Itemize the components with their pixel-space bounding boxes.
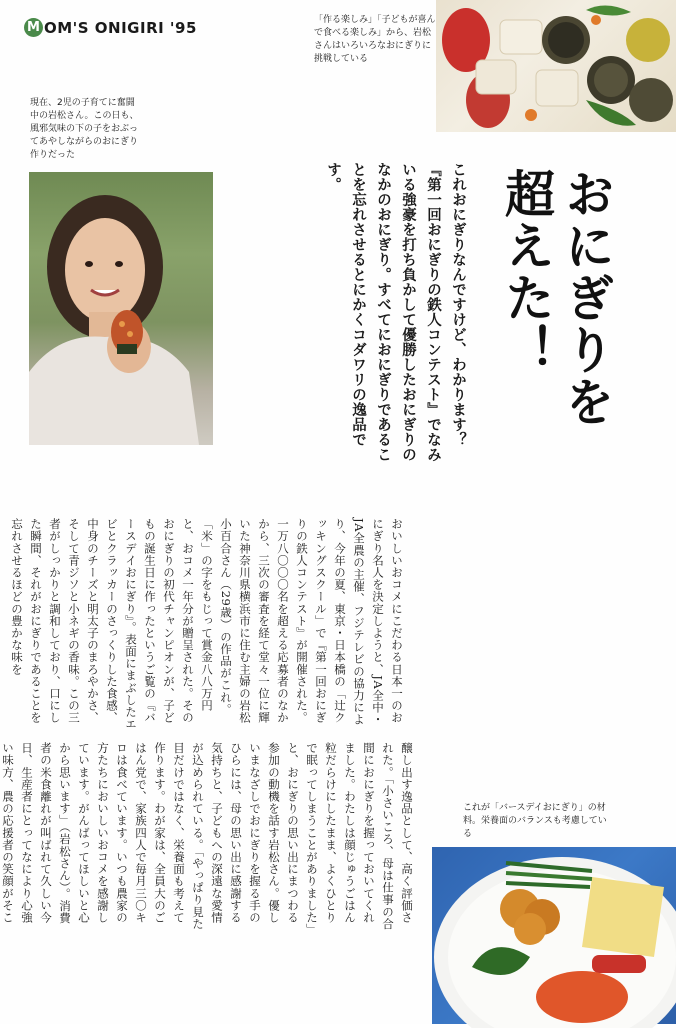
onigiri-platter-photo (436, 0, 676, 132)
ingredients-photo (432, 847, 676, 1024)
body-text-lower (1, 742, 416, 934)
ingredients-plate-illustration (432, 847, 676, 1024)
portrait-photo (29, 172, 213, 445)
onigiri-platter-illustration (436, 0, 676, 132)
woman-with-onigiri-illustration (29, 172, 213, 445)
series-header (24, 18, 197, 37)
body-text-lower-content: 醸し出す逸品として、高く評価された。「小さいころ、母は仕事の合間におにぎりを握っておいてくれました。わたしは顔じゅうごはん粒だらけにしたまま、よくひとりで眠ってしまうことがありました」と、おにぎりの思い出にまつわる参加の動機を話す岩松さん。優しいまなざしでおにぎりを握る手のひらには、母の思い出に感謝する気持ちと、子どもへの深遠な愛情が込められている。「やっぱり見た目だけではなく、栄養面も考えて作ります。わが家は、全員大のごはん党で、家族四人で毎月三〇キロは食べています。いつも農家の方たちにおいしいおコメを感謝しています。がんばってほしいと心から思います」（岩松さん）。消費者の米食離れが叫ばれて久しい今日、生産者にとってなにより心強い味方、農の応援者の笑顔がそこ (1, 742, 414, 930)
caption-portrait: 現在、2児の子育てに奮闘中の岩松さん。この日も、風邪気味の下の子をおぶってあやしながらのおにぎり作りだった (30, 98, 139, 160)
series-title: OM'S ONIGIRI '95 (44, 18, 197, 37)
caption-top: 「作る楽しみ」「子どもが喜んで食べる楽しみ」から、岩松さんはいろいろなおにぎりに挑戦している (314, 15, 436, 64)
caption-ingredients: これが「バースデイおにぎり」の材料。栄養面のバランスも考慮している (463, 803, 607, 839)
article-title: おにぎりを超えた！ (497, 168, 616, 428)
logo-circle: M (24, 18, 43, 37)
body-text-upper: おいしいおコメにこだわる日本一のおにぎり名人を決定しようと、JA全中・JA全農の主催、フジテレビの協力により、今年の夏、東京・日本橋の「辻クッキングスクール」で『第一回おにぎりの鉄人コンテスト』が開催された。一万八〇〇〇名を超える応募者のなかから、三次の審査を経て堂々一位に輝いた神奈川県横浜市に住む主婦の岩松小百合さん（29歳）の作品がこれ。「米」の字をもじって賞金八八万円と、おコメ一年分が贈呈された。そのおにぎりの初代チャンピオンが、子どもの誕生日に作ったというご覧の『バースデイおにぎり』。表面にまぶしたエビとクラッカーのさっくりした食感、中身のチーズと明太子のまろやかさ、そして青ジソと小ネギの香味。この三者がしっかりと調和しており、口にした瞬間、それがおにぎりであることを忘れさせるほどの豊かな味を (10, 518, 404, 731)
article-lead: これおにぎりなんですけど、わかります？『第一回おにぎりの鉄人コンテスト』でなみいる強豪を打ち負かして優勝したおにぎりのなかのおにぎり。すべてにおにぎりであることを忘れさせるとにかくコダワリの逸品です。 (325, 162, 466, 462)
